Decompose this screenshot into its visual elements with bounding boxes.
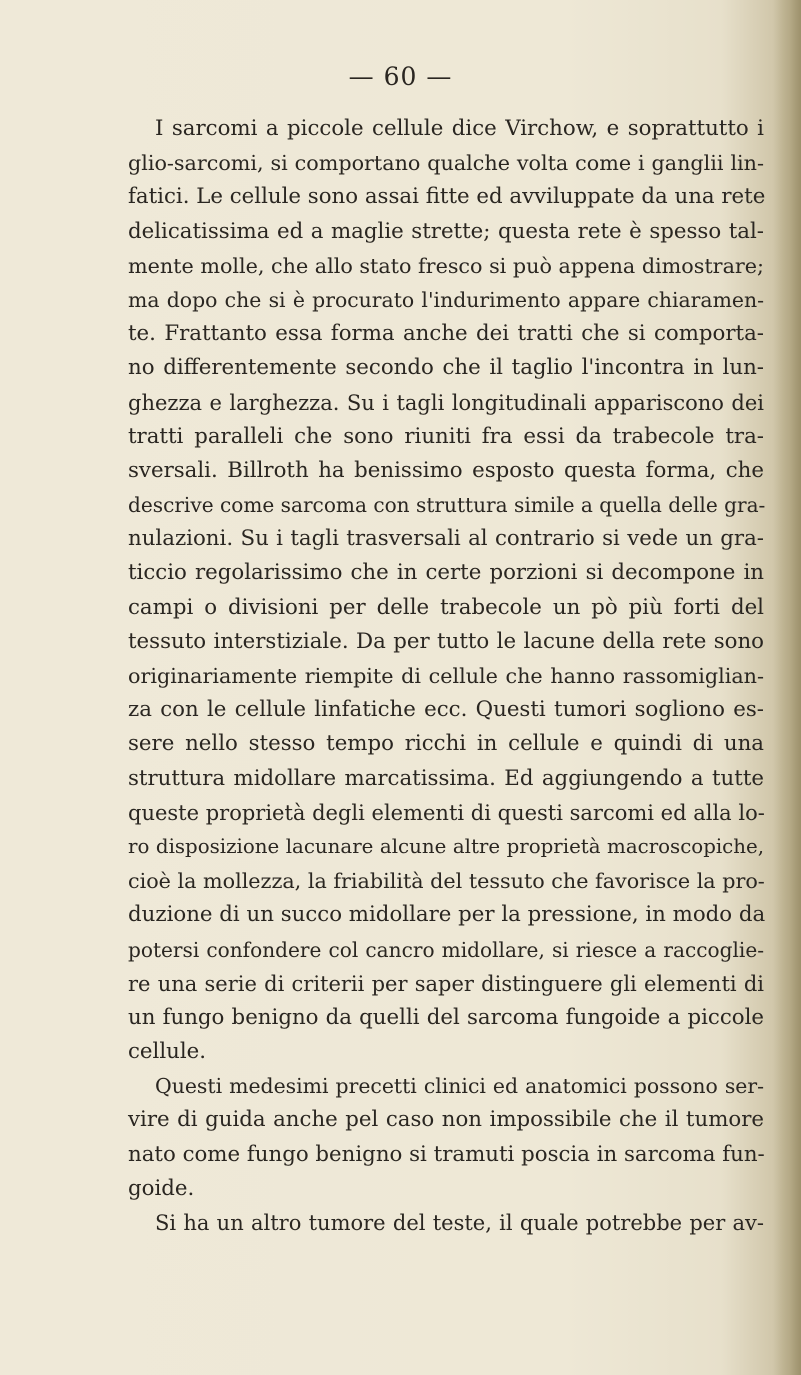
text-line: ma dopo che si è procurato l'indurimento appare chiaramen- bbox=[128, 287, 764, 312]
text-line: tratti paralleli che sono riuniti fra essi da trabecole tra- bbox=[128, 423, 764, 449]
text-line: queste proprietà degli elementi di questi sarcomi ed alla lo- bbox=[128, 800, 765, 825]
text-line: za con le cellule linfatiche ecc. Questi tumori sogliono es- bbox=[128, 697, 764, 723]
text-line: descrive come sarcoma con struttura simile a quella delle gra- bbox=[128, 493, 766, 518]
page-number: — 60 — bbox=[348, 62, 453, 91]
text-line: sversali. Billroth ha benissimo esposto questa forma, che bbox=[128, 457, 764, 483]
text-line: te. Frattanto essa forma anche dei tratti che si comporta- bbox=[128, 321, 764, 347]
text-line: mente molle, che allo stato fresco si può appena dimostrare; bbox=[128, 253, 764, 278]
page-edge-shadow bbox=[773, 0, 801, 1375]
text-line: duzione di un succo midollare per la pressione, in modo da bbox=[128, 902, 766, 928]
text-line: struttura midollare marcatissima. Ed aggiungendo a tutte bbox=[128, 765, 764, 791]
text-line: campi o divisioni per delle trabecole un pò più forti del bbox=[128, 594, 764, 620]
text-line: ticcio regolarissimo che in certe porzioni si decompone in bbox=[128, 560, 764, 586]
text-line: potersi confondere col cancro midollare, si riesce a raccoglie- bbox=[128, 937, 764, 962]
text-line: delicatissima ed a maglie strette; questa rete è spesso tal- bbox=[128, 218, 764, 244]
text-line: tessuto interstiziale. Da per tutto le lacune della rete sono bbox=[128, 628, 764, 654]
text-line: ro disposizione lacunare alcune altre proprietà macroscopiche, bbox=[128, 834, 764, 858]
text-line: un fungo benigno da quelli del sarcoma fungoide a piccole bbox=[128, 1004, 764, 1030]
text-line: I sarcomi a piccole cellule dice Virchow, e soprattutto i bbox=[155, 116, 764, 141]
text-line: cellule. bbox=[128, 1039, 207, 1065]
text-line: originariamente riempite di cellule che hanno rassomiglian- bbox=[128, 664, 764, 688]
body-text bbox=[128, 112, 764, 1240]
text-line: nulazioni. Su i tagli trasversali al contrario si vede un gra- bbox=[128, 526, 764, 552]
text-line: cioè la mollezza, la friabilità del tessuto che favorisce la pro- bbox=[128, 869, 765, 894]
text-line: vire di guida anche pel caso non impossibile che il tumore bbox=[128, 1107, 764, 1133]
text-line: sere nello stesso tempo ricchi in cellule e quindi di una bbox=[128, 731, 764, 757]
text-line: Si ha un altro tumore del teste, il quale potrebbe per av- bbox=[155, 1211, 764, 1235]
text-line: nato come fungo benigno si tramuti poscia in sarcoma fun- bbox=[128, 1141, 765, 1167]
text-line: Questi medesimi precetti clinici ed anatomici possono ser- bbox=[155, 1074, 764, 1099]
text-line: no differentemente secondo che il taglio l'incontra in lun- bbox=[128, 355, 764, 381]
text-line: glio-sarcomi, si comportano qualche volta come i ganglii lin- bbox=[128, 151, 764, 176]
text-line: re una serie di criterii per saper distinguere gli elementi di bbox=[128, 971, 764, 996]
text-line: goide. bbox=[128, 1175, 195, 1201]
text-line: ghezza e larghezza. Su i tagli longitudinali appariscono dei bbox=[128, 390, 764, 415]
text-line: fatici. Le cellule sono assai fitte ed avviluppate da una rete bbox=[128, 184, 766, 210]
